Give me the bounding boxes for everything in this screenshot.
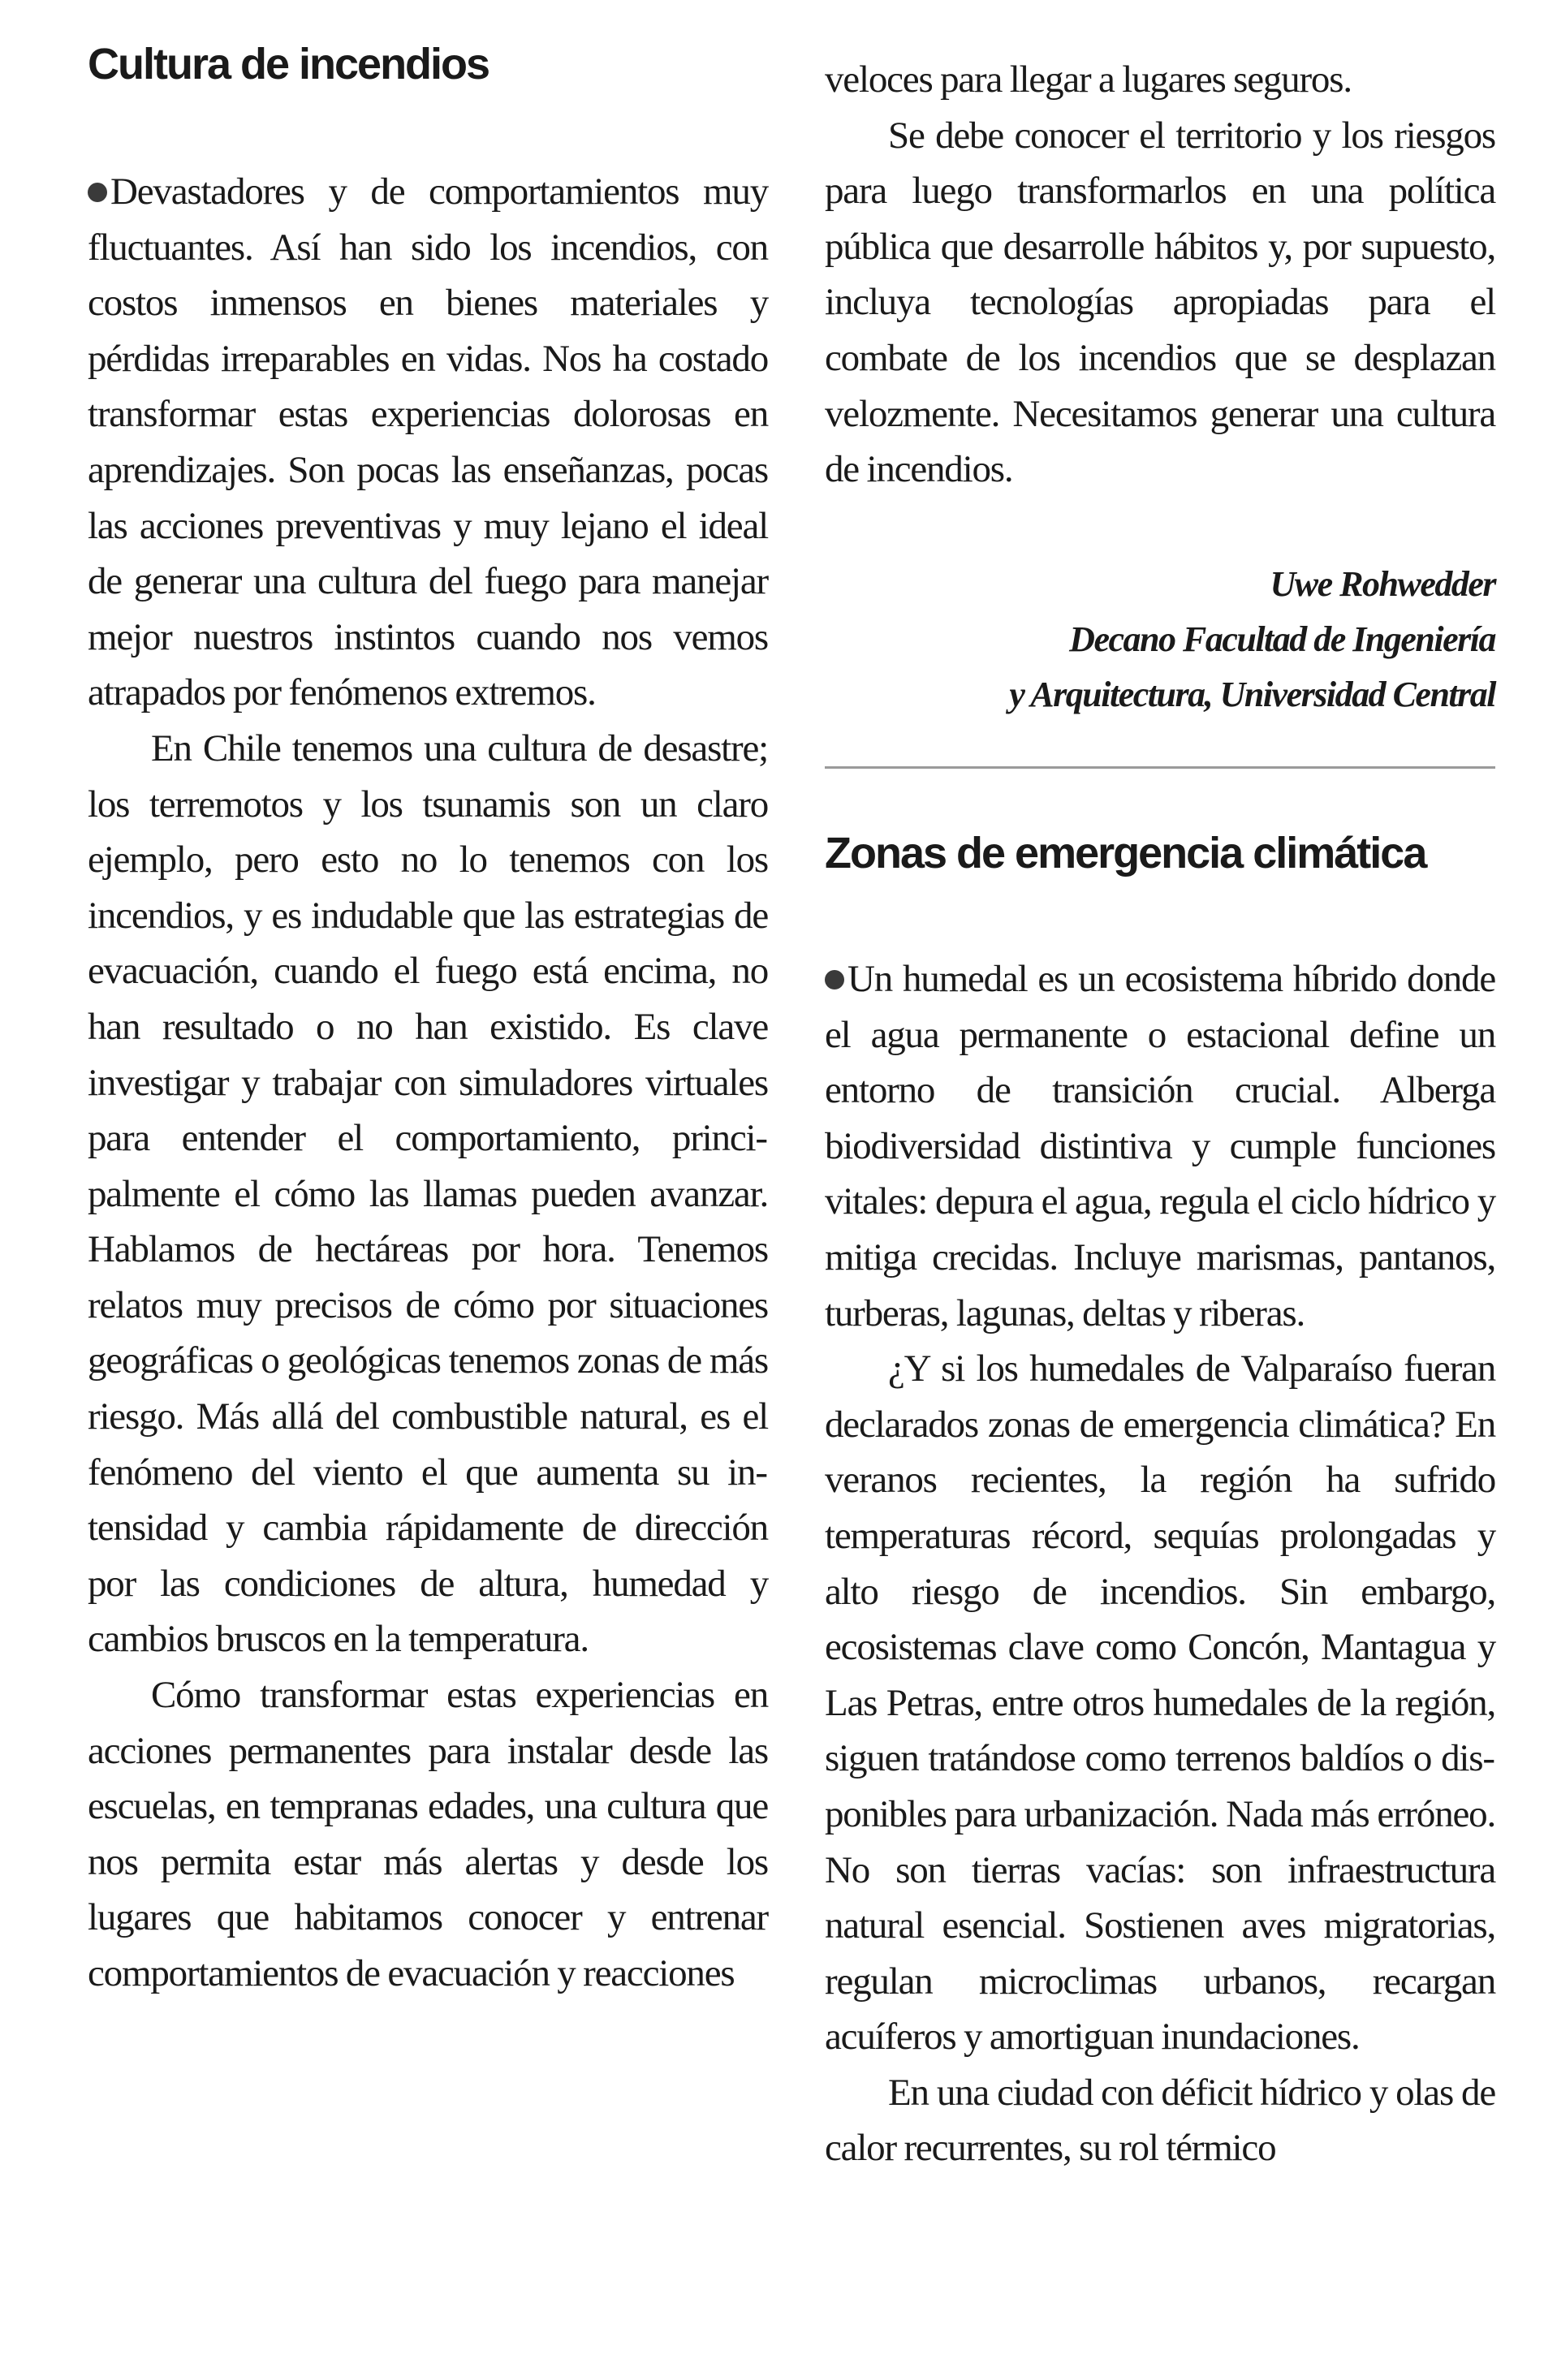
bullet-icon [825, 970, 844, 990]
author-name: Uwe Rohwedder [1270, 564, 1495, 604]
article-title-zonas-emergencia: Zonas de emergencia climática [825, 829, 1426, 877]
article-body-right-bottom [825, 951, 1495, 2176]
bullet-icon [88, 183, 107, 202]
paragraph: En Chile tenemos una cultura de desastre; los terremotos y los tsunamis son un claro ejemplo, pero esto no lo tenemos con los incendios, y es indudable que las estrategias de evacuación, cuando el fuego está encima, no han resultado o no han existido. Es clave investigar y trabajar con simuladores virtuales para entender el comportamiento, principalmente el cómo las llamas pueden avanzar. Hablamos de hectáreas por hora. Tenemos relatos muy precisos de cómo por situaciones geográficas o geológicas tenemos zonas de más riesgo. Más allá del combustible natural, es el fenómeno del viento el que aumenta su intensidad y cambia rápidamente de dirección por las condiciones de altura, humedad y cambios bruscos en la temperatura. [88, 727, 768, 1661]
article-title-cultura-incendios: Cultura de incendios [88, 40, 490, 88]
paragraph [88, 164, 768, 721]
article-body-left [88, 164, 768, 2002]
paragraph-text: Un humedal es un ecosistema híbrido donde el agua permanente o estacional define un entorno de transición crucial. Alberga biodiversidad distintiva y cumple funciones vitales: depura el agua, regula el ciclo hídrico y mitiga crecidas. Incluye marismas, pantanos, turberas, lagunas, deltas y riberas. [825, 958, 1495, 1334]
paragraph: En una ciudad con déficit hídrico y olas de calor recurrentes, su rol térmico [825, 2071, 1495, 2170]
paragraph-continuation: veloces para llegar a lugares seguros. [825, 58, 1352, 101]
paragraph: Se debe conocer el territorio y los riesgos para luego transformarlos en una política pública que desarrolle hábitos y, por supuesto, incluya tecnologías apropiadas para el combate de los incendios que se desplazan velozmente. Necesitamos generar una cultura de incendios. [825, 114, 1495, 491]
author-signature [825, 557, 1495, 722]
author-role: Decano Facultad de Ingeniería [1069, 619, 1495, 659]
author-institution: y Arquitectura, Universidad Central [1009, 675, 1495, 714]
paragraph: ¿Y si los humedales de Valparaíso fueran declarados zonas de emergencia climática? En veranos recientes, la región ha sufrido temperaturas récord, sequías prolongadas y alto riesgo de incendios. Sin embargo, ecosistemas clave como Concón, Mantagua y Las Petras, entre otros humedales de la región, siguen tratándose como terrenos baldíos o disponibles para urbanización. Nada más erróneo. No son tierras vacías: son infraestructura natural esencial. Sostienen aves migratorias, regulan microclimas urbanos, recargan acuíferos y amortiguan inundaciones. [825, 1347, 1495, 2059]
section-divider [825, 766, 1495, 769]
paragraph-text: Devastadores y de comportamientos muy fluctuantes. Así han sido los incendios, con costos inmensos en bienes materiales y pérdidas irreparables en vidas. Nos ha costado transformar estas experiencias dolorosas en aprendizajes. Son pocas las enseñanzas, pocas las acciones preventivas y muy lejano el ideal de generar una cultura del fuego para manejar mejor nuestros instintos cuando nos vemos atrapados por fenómenos extremos. [88, 170, 768, 714]
article-body-right-top [825, 52, 1495, 498]
paragraph: Cómo transformar estas experiencias en acciones permanentes para instalar desde las escuelas, en tempranas edades, una cultura que nos permita estar más alertas y desde los lugares que habitamos conocer y entrenar comportamientos de evacuación y reacciones [88, 1674, 768, 1994]
paragraph [825, 951, 1495, 1341]
